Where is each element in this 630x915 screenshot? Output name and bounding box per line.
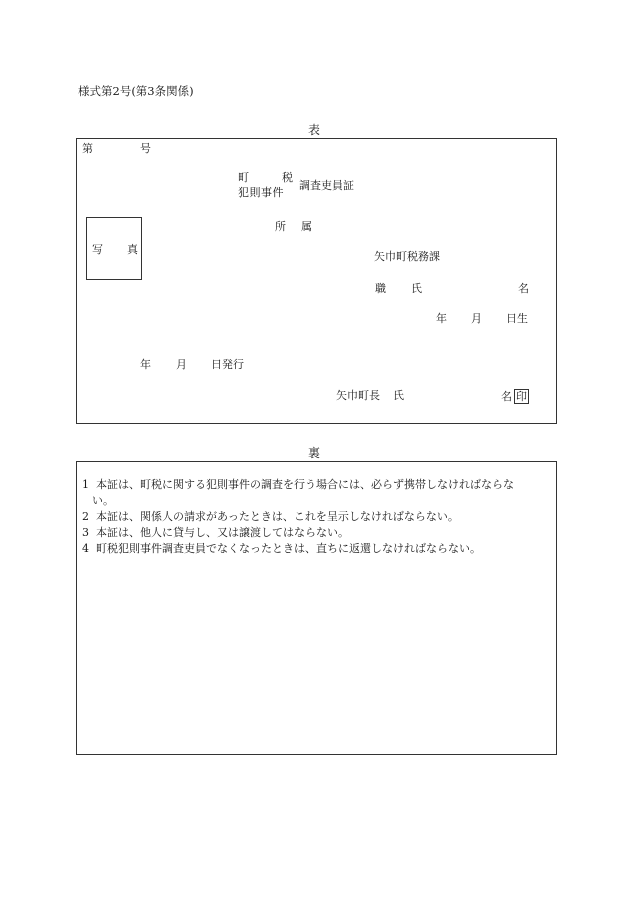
form-number: 様式第2号(第3条関係) [78, 84, 194, 98]
photo-box [86, 217, 142, 280]
note-text: 町税犯則事件調査吏員でなくなったときは、直ちに返還しなければならない。 [96, 542, 481, 555]
id-card-front [76, 138, 557, 424]
note-number: 4 [82, 542, 89, 555]
note-item [82, 525, 558, 541]
back-heading: 裏 [308, 446, 321, 460]
title-tax: 税 [282, 171, 293, 184]
front-heading: 表 [308, 123, 321, 137]
department: 矢巾町税務課 [374, 250, 440, 263]
note-continuation: い。 [92, 493, 114, 507]
issuer-name-label-b: 名 [501, 390, 512, 403]
seal-mark: 印 [516, 390, 527, 403]
position-label: 職 [375, 282, 386, 295]
issue-year: 年 [140, 358, 151, 371]
name-label-a: 氏 [411, 282, 422, 295]
name-label-b: 名 [518, 282, 529, 295]
birth-year: 年 [436, 312, 447, 325]
note-text: 本証は、他人に貸与し、又は譲渡してはならない。 [96, 526, 349, 539]
note-item [82, 477, 558, 509]
note-text: 本証は、町税に関する犯則事件の調査を行う場合には、必らず携帯しなければならな [96, 478, 514, 491]
id-number-prefix: 第 [82, 142, 93, 155]
birth-month: 月 [471, 312, 482, 325]
photo-label-right: 真 [127, 243, 138, 256]
note-number: 1 [82, 478, 89, 491]
note-item [82, 541, 558, 557]
note-number: 2 [82, 510, 89, 523]
affiliation-label-b: 属 [301, 220, 312, 233]
issue-day: 日発行 [211, 358, 244, 371]
photo-label-left: 写 [92, 243, 103, 256]
issuer-name-label-a: 氏 [393, 389, 404, 402]
issuer-name-row [501, 389, 529, 404]
title-suffix: 調査吏員証 [299, 179, 354, 192]
title-town: 町 [238, 171, 249, 184]
title-case: 犯則事件 [238, 186, 284, 199]
note-text: 本証は、関係人の請求があったときは、これを呈示しなければならない。 [96, 510, 459, 523]
affiliation-label-a: 所 [275, 220, 286, 233]
issuer: 矢巾町長 [336, 389, 380, 402]
birth-day: 日生 [506, 312, 528, 325]
note-item [82, 509, 558, 525]
id-number-suffix: 号 [140, 142, 151, 155]
note-number: 3 [82, 526, 89, 539]
issue-month: 月 [176, 358, 187, 371]
